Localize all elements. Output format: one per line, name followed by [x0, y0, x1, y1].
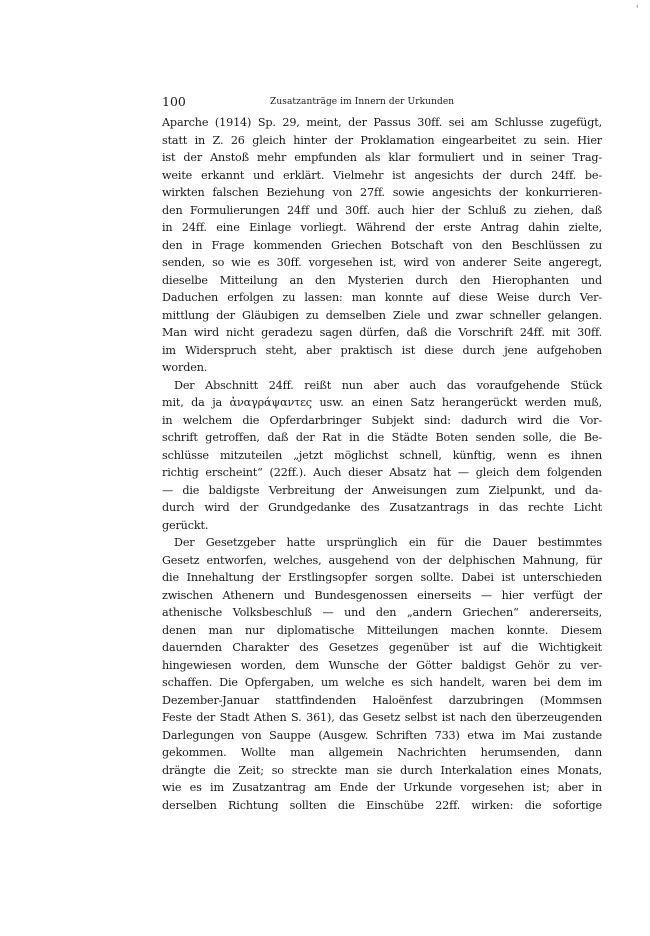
text-line: in welchem die Opferdarbringer Subjekt sind: dadurch wird die Vor- [162, 413, 602, 427]
text-line: Daduchen erfolgen zu lassen: man konnte auf diese Weise durch Ver- [162, 291, 602, 304]
text-line: — die baldigste Verbreitung der Anweisungen zum Zielpunkt, und da- [162, 483, 602, 497]
text-line: drängte die Zeit; so streckte man sie durch Interkalation eines Monats, [162, 763, 602, 777]
text-line: Der Abschnitt 24ff. reißt nun aber auch das voraufgehende Stück [174, 378, 602, 392]
margin-mark: ' [636, 5, 639, 15]
text-line: Der Gesetzgeber hatte ursprünglich ein für die Dauer bestimmtes [174, 536, 602, 549]
text-line: Aparche (1914) Sp. 29, meint, der Passus 30ff. sei am Schlusse zugefügt, [162, 116, 602, 129]
text-line: denen man nur diplomatische Mitteilungen machen konnte. Diesem [162, 623, 602, 637]
text-line: Feste der Stadt Athen S. 361), das Gesetz selbst ist nach den überzeugenden [162, 711, 602, 724]
text-line: derselben Richtung sollten die Einschübe 22ff. wirken: die sofortige [162, 798, 602, 812]
text-line: worden. [162, 361, 208, 374]
text-line: wie es im Zusatzantrag am Ende der Urkunde vorgesehen ist; aber in [162, 781, 602, 794]
text-line: hingewiesen worden, dem Wunsche der Götter baldigst Gehör zu ver- [162, 658, 602, 672]
text-line: dieselbe Mitteilung an den Mysterien durch den Hierophanten und [162, 273, 602, 287]
text-line: schrift getroffen, daß der Rat in die Städte Boten senden solle, die Be- [162, 431, 602, 444]
text-line: schaffen. Die Opfergaben, um welche es sich handelt, waren bei dem im [162, 676, 602, 689]
text-line: den Formulierungen 24ff und 30ff. auch hier der Schluß zu ziehen, daß [162, 203, 602, 217]
text-line: Man wird nicht geradezu sagen dürfen, daß die Vorschrift 24ff. mit 30ff. [162, 326, 602, 339]
text-line: dauernden Charakter des Gesetzes gegenüber ist auf die Wichtigkeit [162, 641, 602, 654]
text-line: senden, so wie es 30ff. vorgesehen ist, wird von anderer Seite angeregt, [162, 256, 602, 269]
text-line: Gesetz entworfen, welches, ausgehend von der delphischen Mahnung, für [162, 553, 602, 567]
text-line: durch wird der Grundgedanke des Zusatzantrags in das rechte Licht [162, 501, 602, 514]
text-line: wirkten falschen Beziehung von 27ff. sowie angesichts der konkurrieren- [162, 186, 602, 199]
text-line: in 24ff. eine Einlage vorliegt. Während der erste Antrag dahin zielte, [162, 221, 602, 234]
text-line: gerückt. [162, 518, 209, 532]
text-line: schlüsse mitzuteilen „jetzt möglichst schnell, künftig, wenn es ihnen [162, 448, 602, 462]
text-line: gekommen. Wollte man allgemein Nachrichten herumsenden, dann [162, 746, 602, 759]
text-line: zwischen Athenern und Bundesgenossen einerseits — hier verfügt der [162, 588, 602, 602]
text-line: den in Frage kommenden Griechen Botschaft von den Beschlüssen zu [162, 238, 602, 252]
text-line: Dezember-Januar stattfindenden Haloënfest darzubringen (Mommsen [162, 693, 602, 707]
page-number: 100 [162, 94, 186, 109]
text-line: die Innehaltung der Erstlingsopfer sorgen sollte. Dabei ist unterschieden [162, 571, 602, 584]
text-line: mit, da ja ἀναγράψαντες usw. an einen Satz herangerückt werden muß, [162, 396, 602, 409]
text-line: statt in Z. 26 gleich hinter der Proklamation eingearbeitet zu sein. Hier [162, 133, 602, 147]
text-line: athenische Volksbeschluß — und den „andern Griechen“ andererseits, [162, 606, 602, 619]
body-text [162, 114, 602, 814]
text-line: im Widerspruch steht, aber praktisch ist diese durch jene aufgehoben [162, 343, 602, 357]
text-line: mittlung der Gläubigen zu demselben Ziele und zwar schneller gelangen. [162, 308, 602, 322]
running-head [162, 94, 600, 110]
text-line: richtig erscheint“ (22ff.). Auch dieser Absatz hat — gleich dem folgenden [162, 466, 602, 479]
running-title: Zusatzanträge im Innern der Urkunden [270, 97, 455, 107]
text-line: ist der Anstoß mehr empfunden als klar formuliert und in seiner Trag- [162, 151, 602, 164]
text-line: Darlegungen von Sauppe (Ausgew. Schriften 733) etwa im Mai zustande [162, 728, 602, 742]
text-line: weite erkannt und erklärt. Vielmehr ist angesichts der durch 24ff. be- [162, 168, 602, 182]
